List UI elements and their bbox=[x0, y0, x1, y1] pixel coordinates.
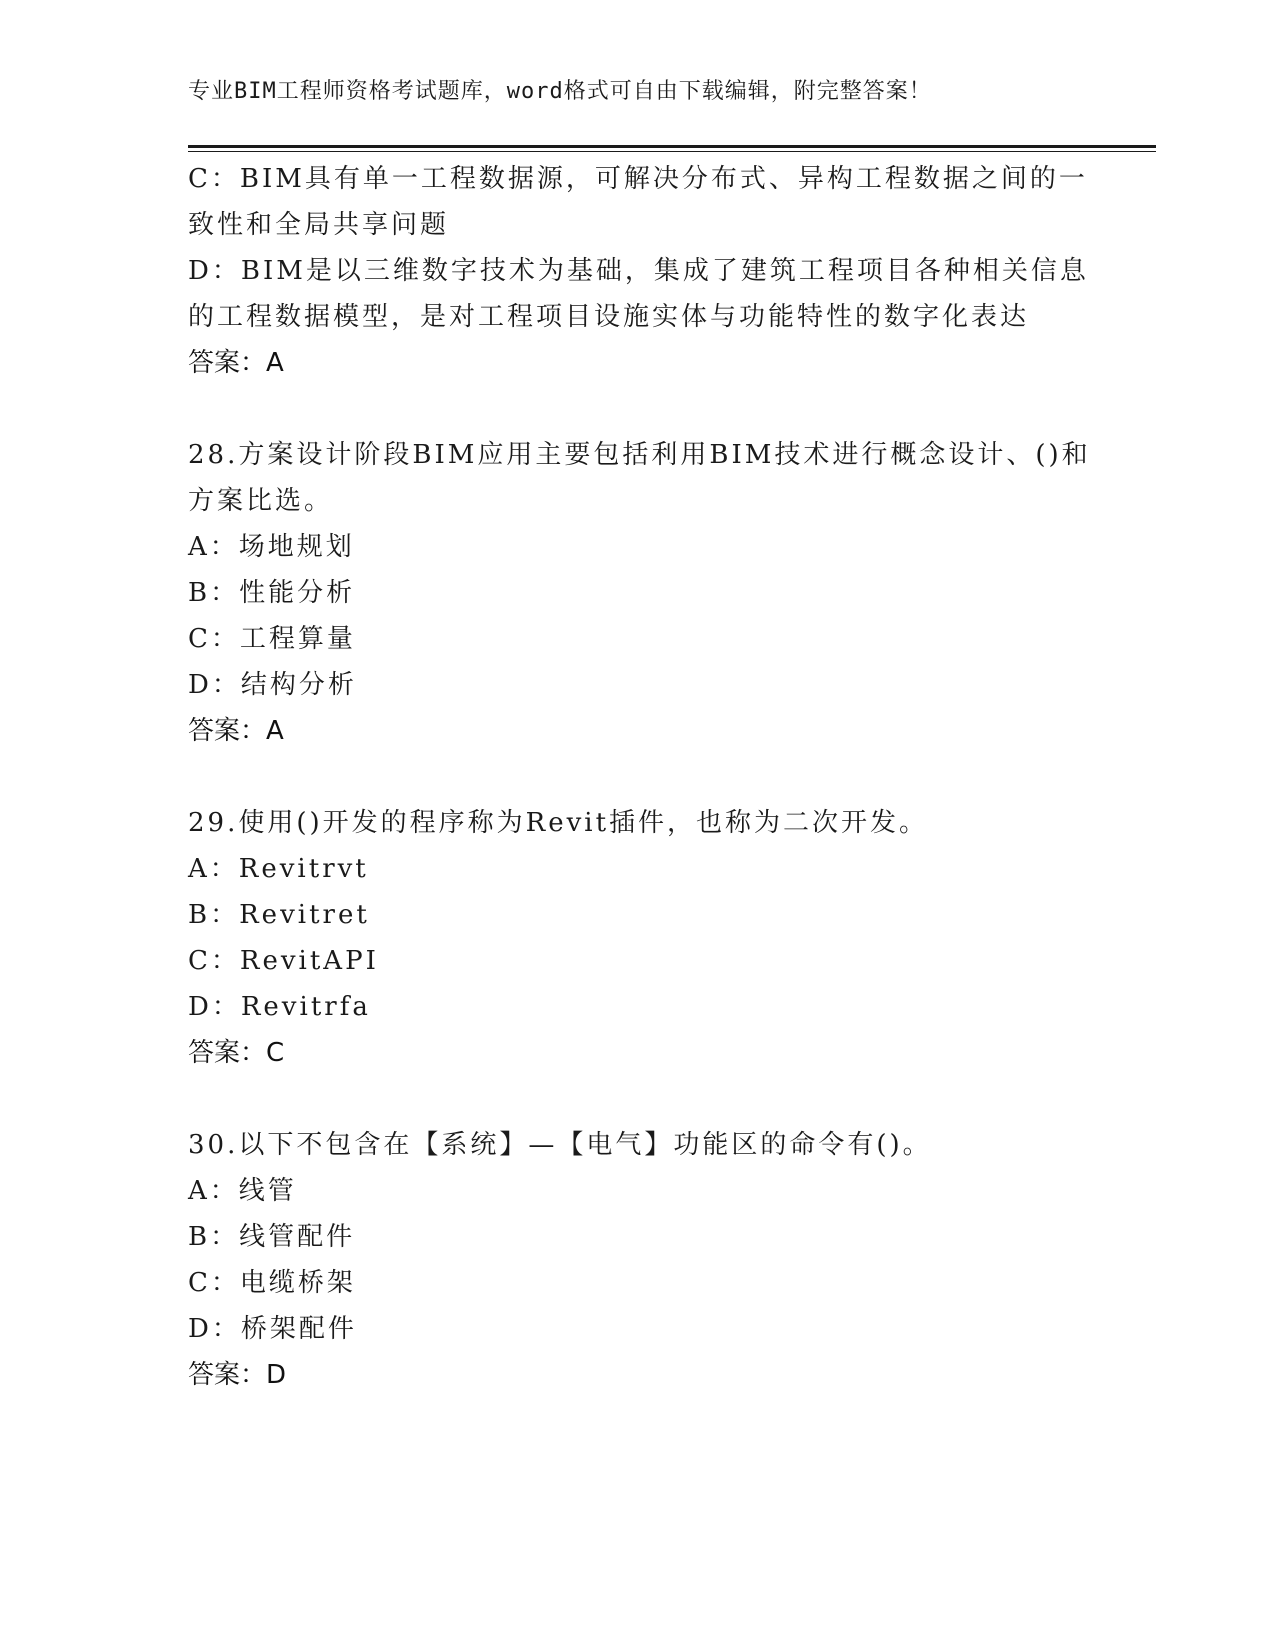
option-c: C：电缆桥架 bbox=[188, 1268, 356, 1298]
option-a: A：Revitrvt bbox=[188, 854, 369, 884]
option-c: C：RevitAPI bbox=[188, 946, 379, 976]
option-b: B：线管配件 bbox=[188, 1222, 356, 1252]
option-d: D：桥架配件 bbox=[188, 1314, 357, 1344]
option-a: A：场地规划 bbox=[188, 532, 355, 562]
option-d: D：BIM是以三维数字技术为基础，集成了建筑工程项目各种相关信息 bbox=[188, 256, 1089, 286]
answer: 答案：D bbox=[188, 1360, 287, 1390]
question-stem: 30.以下不包含在【系统】—【电气】功能区的命令有()。 bbox=[188, 1130, 932, 1160]
spacer bbox=[188, 386, 1088, 432]
header-rule-thin bbox=[188, 151, 1156, 152]
question-30 bbox=[188, 1122, 1088, 1398]
option-d: D：Revitrfa bbox=[188, 992, 371, 1022]
option-c: C：BIM具有单一工程数据源，可解决分布式、异构工程数据之间的一 bbox=[188, 164, 1088, 194]
option-c: C：工程算量 bbox=[188, 624, 356, 654]
spacer bbox=[188, 754, 1088, 800]
answer: 答案：A bbox=[188, 716, 284, 746]
spacer bbox=[188, 1076, 1088, 1122]
question-29 bbox=[188, 800, 1088, 1076]
question-27-tail bbox=[188, 156, 1088, 386]
question-stem: 29.使用()开发的程序称为Revit插件，也称为二次开发。 bbox=[188, 808, 929, 838]
question-stem-continued: 方案比选。 bbox=[188, 486, 334, 516]
header-rule-thick bbox=[188, 145, 1156, 148]
option-b: B：性能分析 bbox=[188, 578, 356, 608]
option-d-continued: 的工程数据模型，是对工程项目设施实体与功能特性的数字化表达 bbox=[188, 302, 1030, 332]
question-stem: 28.方案设计阶段BIM应用主要包括利用BIM技术进行概念设计、()和 bbox=[188, 440, 1091, 470]
answer: 答案：A bbox=[188, 348, 284, 378]
page-header: 专业BIM工程师资格考试题库，word格式可自由下载编辑，附完整答案！ bbox=[188, 79, 932, 104]
question-content bbox=[188, 156, 1091, 1398]
option-b: B：Revitret bbox=[188, 900, 370, 930]
option-c-continued: 致性和全局共享问题 bbox=[188, 210, 450, 240]
option-a: A：线管 bbox=[188, 1176, 297, 1206]
answer: 答案：C bbox=[188, 1038, 285, 1068]
question-28 bbox=[188, 432, 1091, 754]
option-d: D：结构分析 bbox=[188, 670, 357, 700]
